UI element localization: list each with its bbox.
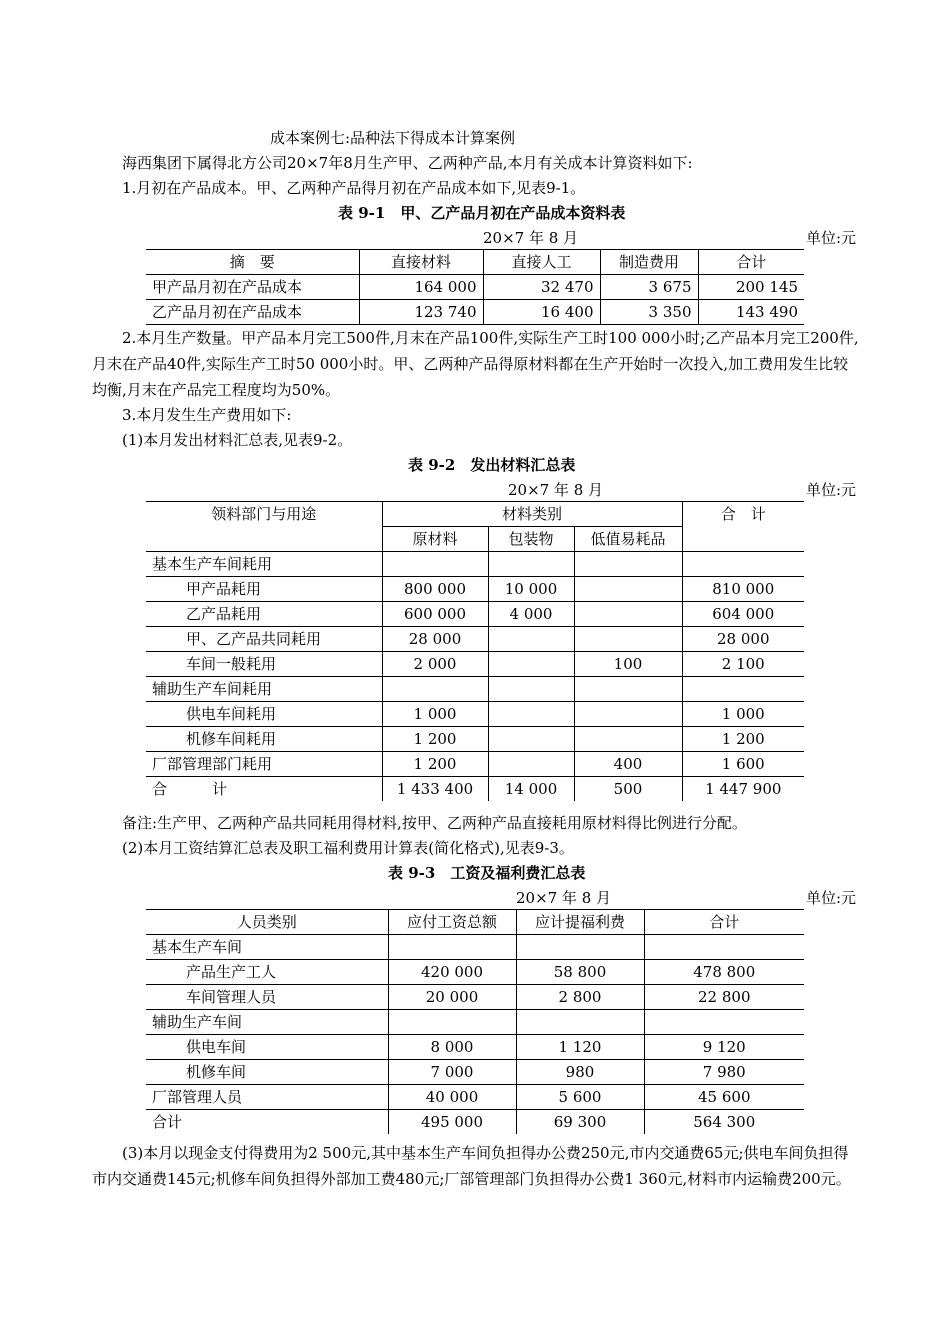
table3 [146, 909, 804, 1134]
table-cell: 28 000 [682, 627, 804, 652]
table-cell: 甲产品月初在产品成本 [146, 275, 359, 300]
table2 [146, 501, 804, 801]
table-cell [574, 727, 682, 752]
table-cell: 45 600 [644, 1085, 804, 1110]
table-cell: 1 200 [382, 727, 488, 752]
table-row [146, 985, 804, 1010]
table-cell [488, 752, 574, 777]
table-cell: 甲产品耗用 [146, 577, 382, 602]
table-cell: 车间管理人员 [146, 985, 388, 1010]
table-row [146, 1085, 804, 1110]
table-cell [574, 627, 682, 652]
table-cell [516, 1010, 644, 1035]
table-row [146, 652, 804, 677]
table-cell: 供电车间耗用 [146, 702, 382, 727]
table-cell [682, 552, 804, 577]
table-cell [574, 677, 682, 702]
table1 [146, 249, 804, 325]
table-cell [388, 935, 516, 960]
table-cell: 厂部管理部门耗用 [146, 752, 382, 777]
table-header-cell: 应计提福利费 [516, 910, 644, 935]
table-header-row [146, 910, 804, 935]
table-cell: 980 [516, 1060, 644, 1085]
table-row [146, 577, 804, 602]
table-cell: 143 490 [698, 300, 804, 325]
table-row [146, 935, 804, 960]
table-cell: 564 300 [644, 1110, 804, 1135]
table-header-cell: 直接材料 [359, 250, 483, 275]
table-cell: 40 000 [388, 1085, 516, 1110]
table-cell [644, 1010, 804, 1035]
table-header-cell: 摘 要 [146, 250, 359, 275]
table-row [146, 1060, 804, 1085]
table-cell [488, 552, 574, 577]
table-cell [388, 1010, 516, 1035]
table-cell: 1 000 [382, 702, 488, 727]
table-cell: 厂部管理人员 [146, 1085, 388, 1110]
table-row [146, 752, 804, 777]
table-cell: 7 000 [388, 1060, 516, 1085]
table-cell: 604 000 [682, 602, 804, 627]
table-cell: 供电车间 [146, 1035, 388, 1060]
table-row [146, 602, 804, 627]
table-cell: 58 800 [516, 960, 644, 985]
table-cell: 合计 [146, 1110, 388, 1135]
table-cell: 3 350 [600, 300, 698, 325]
table-cell [382, 677, 488, 702]
table-cell: 32 470 [483, 275, 600, 300]
table-cell: 1 200 [382, 752, 488, 777]
table-cell: 4 000 [488, 602, 574, 627]
table-cell: 合 计 [146, 777, 382, 802]
table-cell: 100 [574, 652, 682, 677]
table-header-cell: 应付工资总额 [388, 910, 516, 935]
table-header-cell: 直接人工 [483, 250, 600, 275]
table2-caption: 表 9-2 发出材料汇总表 [408, 456, 576, 474]
table-header-cell: 包装物 [488, 527, 574, 552]
table-row [146, 1010, 804, 1035]
table-cell: 810 000 [682, 577, 804, 602]
table1-date: 20×7 年 8 月 [483, 229, 579, 247]
table2-date: 20×7 年 8 月 [508, 481, 604, 499]
item-3: 3.本月发生生产费用如下: [122, 406, 292, 424]
table-header-cell: 材料类别 [382, 502, 682, 527]
table-cell: 8 000 [388, 1035, 516, 1060]
table-cell: 28 000 [382, 627, 488, 652]
table3-date: 20×7 年 8 月 [516, 889, 612, 907]
table-cell [574, 602, 682, 627]
table-cell: 基本生产车间耗用 [146, 552, 382, 577]
table-cell [516, 935, 644, 960]
table-row [146, 960, 804, 985]
table3-unit: 单位:元 [806, 889, 857, 907]
item-1: 1.月初在产品成本。甲、乙两种产品得月初在产品成本如下,见表9-1。 [122, 179, 586, 197]
item-3-1: (1)本月发出材料汇总表,见表9-2。 [122, 431, 353, 449]
table-header-cell: 制造费用 [600, 250, 698, 275]
doc-title: 成本案例七:品种法下得成本计算案例 [270, 129, 516, 147]
table-cell [574, 552, 682, 577]
table-cell: 10 000 [488, 577, 574, 602]
table-cell: 基本生产车间 [146, 935, 388, 960]
table-row [146, 1035, 804, 1060]
table-cell [488, 677, 574, 702]
table-header-cell: 合 计 [682, 502, 804, 552]
table-cell: 3 675 [600, 275, 698, 300]
table-row [146, 677, 804, 702]
table-cell: 16 400 [483, 300, 600, 325]
table-cell: 7 980 [644, 1060, 804, 1085]
item-3-3: (3)本月以现金支付得费用为2 500元,其中基本生产车间负担得办公费250元,市内交通费65元;供电车间负担得市内交通费145元;机修车间负担得外部加工费480元;厂部管理部门负担得办公费1 360元,材料市内运输费200元。 [92, 1144, 851, 1188]
table-cell: 420 000 [388, 960, 516, 985]
table-header-cell: 合计 [644, 910, 804, 935]
table-row [146, 300, 804, 325]
table-cell: 辅助生产车间 [146, 1010, 388, 1035]
table-cell: 495 000 [388, 1110, 516, 1135]
table-cell: 9 120 [644, 1035, 804, 1060]
item-2: 2.本月生产数量。甲产品本月完工500件,月末在产品100件,实际生产工时100 000小时;乙产品本月完工200件,月末在产品40件,实际生产工时50 000小时。甲、乙两种产品得原材料都在生产开始时一次投入,加工费用发生比较均衡,月末在产品完工程度均为50%。 [92, 329, 859, 399]
table-cell [488, 727, 574, 752]
table-cell: 22 800 [644, 985, 804, 1010]
table-cell: 1 120 [516, 1035, 644, 1060]
table-cell [488, 702, 574, 727]
table-total-row [146, 1110, 804, 1135]
table-header-cell: 原材料 [382, 527, 488, 552]
table-cell: 400 [574, 752, 682, 777]
table-row [146, 627, 804, 652]
table-cell: 1 433 400 [382, 777, 488, 802]
table-cell: 机修车间 [146, 1060, 388, 1085]
table-cell: 2 800 [516, 985, 644, 1010]
table-cell: 车间一般耗用 [146, 652, 382, 677]
table-cell [382, 552, 488, 577]
table-cell: 123 740 [359, 300, 483, 325]
table-cell: 1 000 [682, 702, 804, 727]
table-cell [488, 627, 574, 652]
table-row [146, 727, 804, 752]
table-cell: 辅助生产车间耗用 [146, 677, 382, 702]
table-cell [574, 702, 682, 727]
table-header-cell: 低值易耗品 [574, 527, 682, 552]
table-cell: 乙产品月初在产品成本 [146, 300, 359, 325]
intro-paragraph: 海西集团下属得北方公司20×7年8月生产甲、乙两种产品,本月有关成本计算资料如下: [122, 154, 693, 172]
table1-unit: 单位:元 [806, 229, 857, 247]
table-cell: 164 000 [359, 275, 483, 300]
table-cell: 产品生产工人 [146, 960, 388, 985]
table-header-row [146, 250, 804, 275]
table-cell: 5 600 [516, 1085, 644, 1110]
table-cell: 800 000 [382, 577, 488, 602]
table-cell: 乙产品耗用 [146, 602, 382, 627]
table-total-row [146, 777, 804, 802]
table-cell: 200 145 [698, 275, 804, 300]
table-cell: 机修车间耗用 [146, 727, 382, 752]
table-header-cell: 人员类别 [146, 910, 388, 935]
table-cell: 478 800 [644, 960, 804, 985]
table-row [146, 275, 804, 300]
table-cell: 600 000 [382, 602, 488, 627]
table-cell [574, 577, 682, 602]
table-cell: 1 600 [682, 752, 804, 777]
table-cell [682, 677, 804, 702]
table-row [146, 552, 804, 577]
table-cell: 甲、乙产品共同耗用 [146, 627, 382, 652]
item-3-2: (2)本月工资结算汇总表及职工福利费用计算表(简化格式),见表9-3。 [122, 839, 574, 857]
table-cell: 20 000 [388, 985, 516, 1010]
table-cell [644, 935, 804, 960]
table-cell: 1 447 900 [682, 777, 804, 802]
table2-note: 备注:生产甲、乙两种产品共同耗用得材料,按甲、乙两种产品直接耗用原材料得比例进行分配。 [122, 814, 747, 832]
table-header-cell: 合计 [698, 250, 804, 275]
table2-unit: 单位:元 [806, 481, 857, 499]
table-cell: 14 000 [488, 777, 574, 802]
table1-caption: 表 9-1 甲、乙产品月初在产品成本资料表 [338, 204, 626, 222]
table-cell: 2 100 [682, 652, 804, 677]
table3-caption: 表 9-3 工资及福利费汇总表 [388, 864, 586, 882]
table-cell: 1 200 [682, 727, 804, 752]
table-header-row [146, 502, 804, 527]
table-cell: 69 300 [516, 1110, 644, 1135]
table-row [146, 702, 804, 727]
table-cell: 500 [574, 777, 682, 802]
table-header-cell: 领料部门与用途 [146, 502, 382, 552]
table-cell [488, 652, 574, 677]
table-cell: 2 000 [382, 652, 488, 677]
